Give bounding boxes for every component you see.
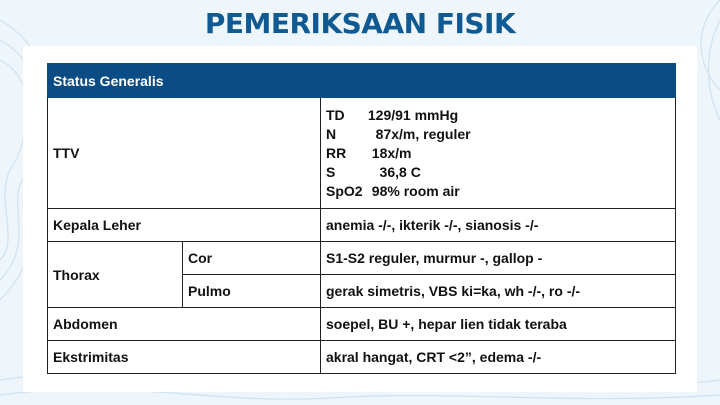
vital-label: N: [326, 125, 337, 142]
row-label-abdomen: Abdomen: [48, 308, 321, 341]
vital-label: TD: [326, 106, 345, 123]
table-header: Status Generalis: [48, 64, 676, 98]
vital-value: 98% room air: [364, 182, 460, 199]
table-row-abdomen: [48, 308, 676, 341]
page-title: PEMERIKSAAN FISIK: [204, 7, 516, 40]
row-value-pulmo: gerak simetris, VBS ki=ka, wh -/-, ro -/-: [321, 275, 676, 308]
vital-row: [326, 144, 670, 163]
vitals-cell: [321, 98, 676, 209]
table-row-kepala-leher: [48, 209, 676, 242]
row-value-kepala-leher: anemia -/-, ikterik -/-, sianosis -/-: [321, 209, 676, 242]
vital-row: [326, 182, 670, 201]
vital-label: S: [326, 163, 336, 180]
vital-value: 36,8 C: [364, 163, 421, 180]
physical-exam-table: [47, 63, 676, 374]
vital-value: 129/91 mmHg: [364, 106, 459, 123]
vital-label: RR: [326, 144, 347, 161]
row-value-ekstrimitas: akral hangat, CRT <2”, edema -/-: [321, 341, 676, 374]
row-value-abdomen: soepel, BU +, hepar lien tidak teraba: [321, 308, 676, 341]
table-header-row: [48, 64, 676, 98]
vital-row: [326, 163, 670, 182]
table-row-ekstrimitas: [48, 341, 676, 374]
vital-value: 18x/m: [364, 144, 412, 161]
row-label-ekstrimitas: Ekstrimitas: [48, 341, 321, 374]
sub-label-cor: Cor: [183, 242, 321, 275]
table-row-thorax-cor: [48, 242, 676, 275]
vital-row: [326, 106, 670, 125]
row-value-cor: S1-S2 reguler, murmur -, gallop -: [321, 242, 676, 275]
sub-label-pulmo: Pulmo: [183, 275, 321, 308]
vital-value: 87x/m, reguler: [364, 125, 471, 142]
vital-label: SpO2: [326, 182, 363, 199]
row-label-thorax: Thorax: [48, 242, 183, 308]
table-row-ttv: [48, 98, 676, 209]
vital-row: [326, 125, 670, 144]
row-label-ttv: TTV: [48, 98, 321, 209]
row-label-kepala-leher: Kepala Leher: [48, 209, 321, 242]
